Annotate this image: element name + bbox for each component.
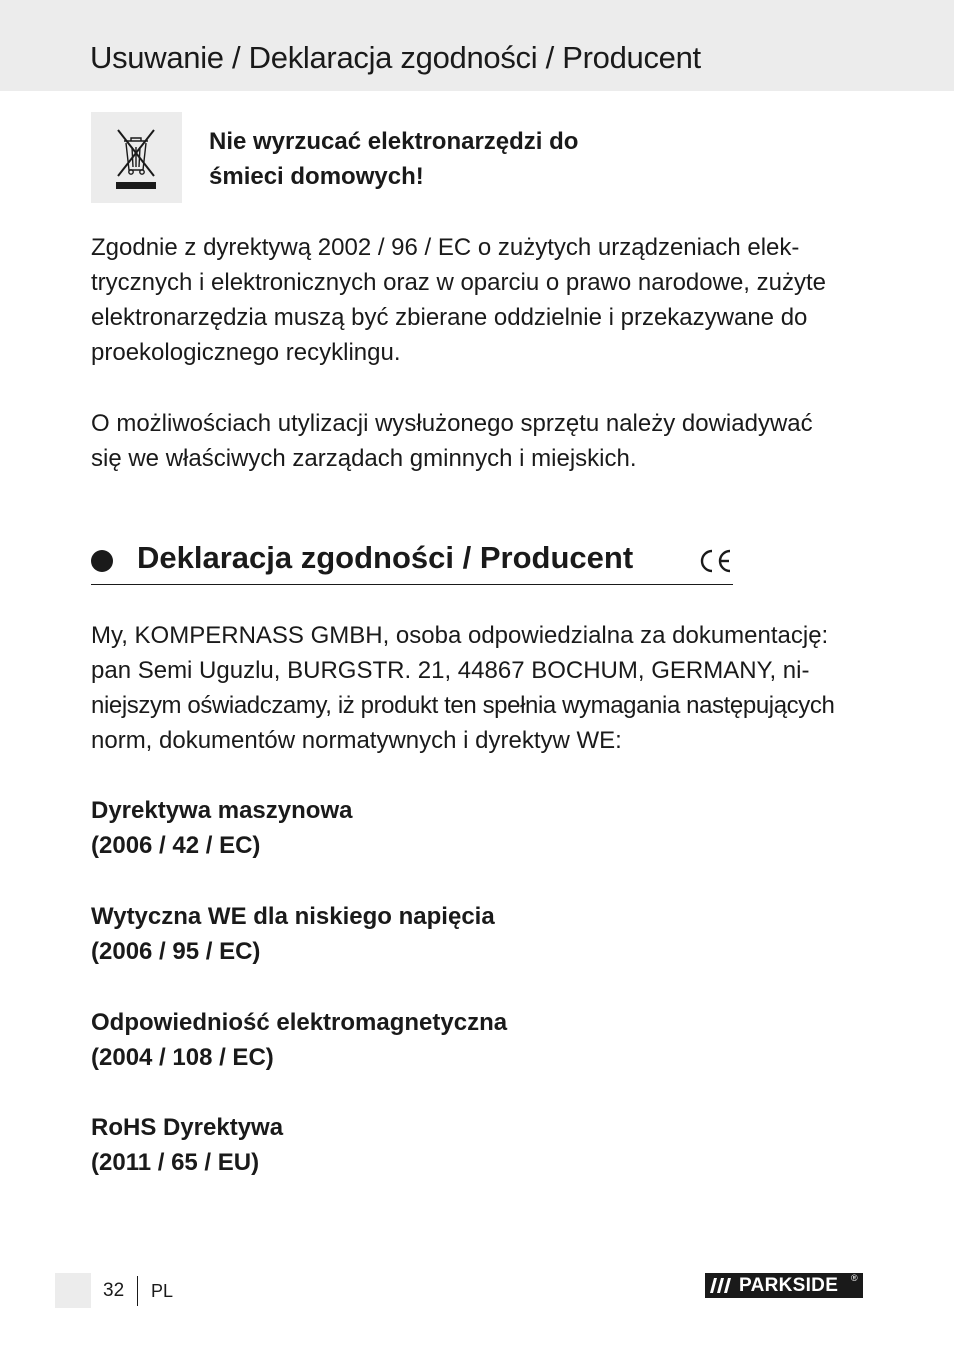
weee-symbol-box xyxy=(91,112,182,203)
text-line: Zgodnie z dyrektywą 2002 / 96 / EC o zużytych urządzeniach elek- xyxy=(91,234,800,261)
text-line: O możliwościach utylizacji wysłużonego sprzętu należy dowiadywać xyxy=(91,410,813,437)
text-line: proekologicznego recyklingu. xyxy=(91,339,401,366)
page-number: 32 xyxy=(103,1280,125,1301)
crossed-out-wheelie-bin-icon xyxy=(91,112,182,203)
text-line: norm, dokumentów normatywnych i dyrektyw WE: xyxy=(91,727,622,754)
disposal-paragraph-1 xyxy=(91,230,881,370)
norm-item xyxy=(91,899,495,969)
norm-name: Odpowiedniość elektromagnetyczna xyxy=(91,1009,508,1036)
logo-stripes-icon xyxy=(708,1273,736,1298)
brand-logo xyxy=(705,1273,863,1298)
norm-code: (2006 / 42 / EC) xyxy=(91,832,261,859)
declaration-title: Deklaracja zgodności / Producent xyxy=(137,540,634,575)
text-line: My, KOMPERNASS GMBH, osoba odpowiedzialna za dokumentację: xyxy=(91,622,829,649)
ce-mark-icon xyxy=(697,548,733,574)
disposal-paragraph-2 xyxy=(91,406,881,476)
text-line: się we właściwych zarządach gminnych i miejskich. xyxy=(91,445,637,472)
norm-item xyxy=(91,1110,283,1180)
language-code: PL xyxy=(151,1281,174,1301)
disposal-warning-line: Nie wyrzucać elektronarzędzi do xyxy=(209,128,579,155)
disposal-warning xyxy=(209,124,578,194)
text-line: pan Semi Uguzlu, BURGSTR. 21, 44867 BOCHUM, GERMANY, ni- xyxy=(91,657,810,684)
norm-name: Dyrektywa maszynowa xyxy=(91,797,353,824)
brand-name: PARKSIDE xyxy=(739,1275,839,1296)
norm-item xyxy=(91,793,352,863)
text-line: elektronarzędzia muszą być zbierane oddzielnie i przekazywane do xyxy=(91,304,808,331)
footer-tab xyxy=(55,1273,91,1308)
norm-name: RoHS Dyrektywa xyxy=(91,1114,284,1141)
norm-name: Wytyczna WE dla niskiego napięcia xyxy=(91,903,495,930)
norm-code: (2011 / 65 / EU) xyxy=(91,1149,260,1176)
bullet-icon xyxy=(91,550,113,572)
registered-mark: ® xyxy=(851,1273,858,1283)
norm-item xyxy=(91,1005,507,1075)
declaration-heading xyxy=(91,538,733,585)
norm-code: (2006 / 95 / EC) xyxy=(91,938,261,965)
text-line: niejszym oświadczamy, iż produkt ten spełnia wymagania następujących xyxy=(91,692,835,719)
norm-code: (2004 / 108 / EC) xyxy=(91,1044,274,1071)
disposal-warning-line: śmieci domowych! xyxy=(209,163,424,190)
declaration-intro xyxy=(91,618,881,758)
footer-divider xyxy=(137,1276,138,1306)
text-line: trycznych i elektronicznych oraz w oparciu o prawo narodowe, zużyte xyxy=(91,269,826,296)
page-title: Usuwanie / Deklaracja zgodności / Producent xyxy=(90,40,701,75)
